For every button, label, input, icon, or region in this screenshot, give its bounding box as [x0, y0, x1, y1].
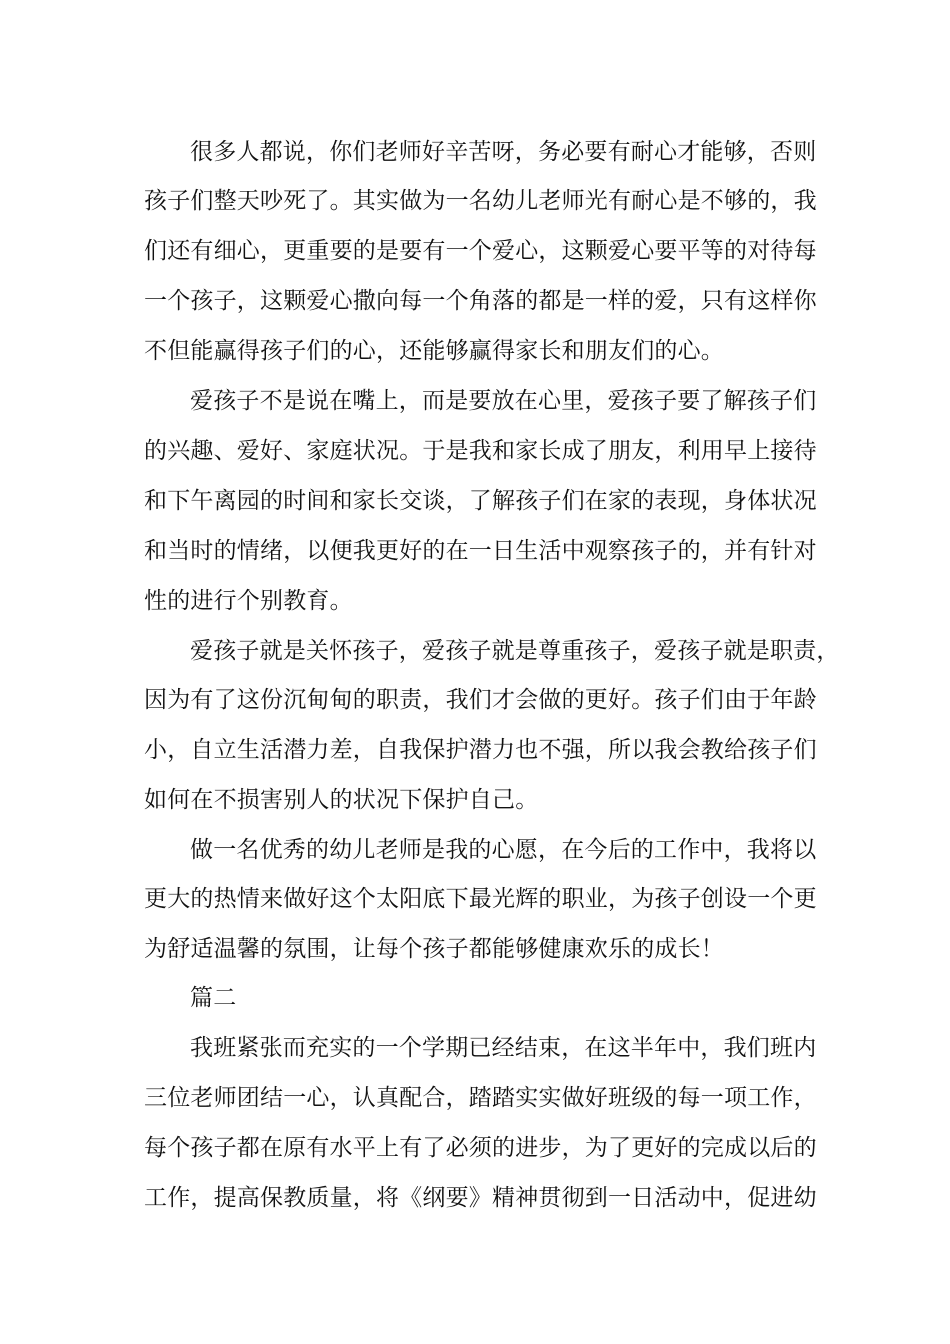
text-line: 和当时的情绪，以便我更好的在一日生活中观察孩子的，并有针对 — [144, 538, 817, 564]
text-line: 做一名优秀的幼儿老师是我的心愿，在今后的工作中，我将以 — [190, 837, 817, 863]
text-line: 为舒适温馨的氛围，让每个孩子都能够健康欢乐的成长！ — [144, 936, 724, 962]
text-line: 如何在不损害别人的状况下保护自己。 — [144, 787, 539, 813]
section-heading: 篇二 — [190, 985, 237, 1011]
text-line: 们还有细心，更重要的是要有一个爱心，这颗爱心要平等的对待每 — [144, 238, 817, 264]
text-line: 性的进行个别教育。 — [144, 588, 353, 614]
text-line: 我班紧张而充实的一个学期已经结束，在这半年中，我们班内 — [190, 1035, 817, 1061]
text-line: 孩子们整天吵死了。其实做为一名幼儿老师光有耐心是不够的，我 — [144, 188, 817, 214]
text-line: 每个孩子都在原有水平上有了必须的进步，为了更好的完成以后的 — [144, 1135, 817, 1161]
text-line: 工作，提高保教质量，将《纲要》精神贯彻到一日活动中，促进幼 — [144, 1185, 817, 1211]
text-line: 很多人都说，你们老师好辛苦呀，务必要有耐心才能够，否则 — [190, 139, 817, 165]
text-line: 的兴趣、爱好、家庭状况。于是我和家长成了朋友，利用早上接待 — [144, 438, 817, 464]
text-line: 爱孩子不是说在嘴上，而是要放在心里，爱孩子要了解孩子们 — [190, 388, 817, 414]
text-line: 更大的热情来做好这个太阳底下最光辉的职业，为孩子创设一个更 — [144, 886, 817, 912]
text-line: 不但能赢得孩子们的心，还能够赢得家长和朋友们的心。 — [144, 338, 724, 364]
text-line: 和下午离园的时间和家长交谈，了解孩子们在家的表现，身体状况 — [144, 488, 817, 514]
text-line: 三位老师团结一心，认真配合，踏踏实实做好班级的每一项工作， — [144, 1085, 817, 1111]
text-line: 爱孩子就是关怀孩子，爱孩子就是尊重孩子，爱孩子就是职责， — [190, 638, 840, 664]
text-line: 小，自立生活潜力差，自我保护潜力也不强，所以我会教给孩子们 — [144, 737, 817, 763]
text-line: 一个孩子，这颗爱心撒向每一个角落的都是一样的爱，只有这样你 — [144, 288, 817, 314]
text-line: 因为有了这份沉甸甸的职责，我们才会做的更好。孩子们由于年龄 — [144, 687, 817, 713]
